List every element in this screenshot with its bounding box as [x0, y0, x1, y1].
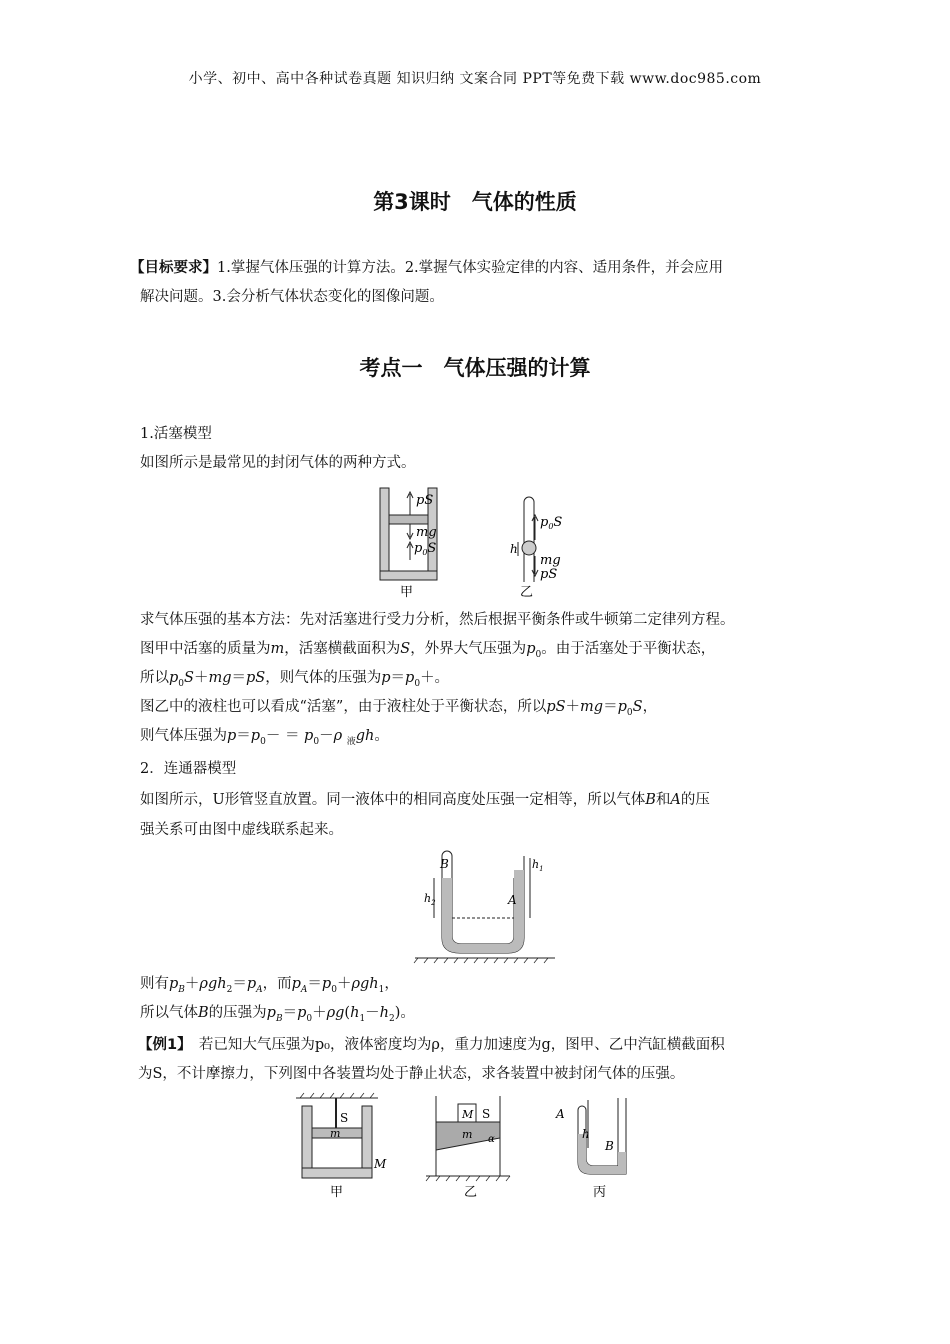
- svg-text:m: m: [462, 1128, 473, 1141]
- section-title: 考点一 气体压强的计算: [359, 356, 591, 380]
- example-line1: 若已知大气压强为p₀，液体密度均为ρ，重力加速度为g，图甲、乙中汽缸横截面积: [198, 1037, 725, 1053]
- svg-text:h2: $h_2$: [424, 892, 436, 907]
- piston-p4: 图乙中的液柱也可以看成“活塞”，由于液柱处于平衡状态，所以$pS+mg=p_0S$，: [140, 699, 658, 718]
- svg-text:h: h: [582, 1127, 590, 1141]
- example-fig-bing: 丙: [593, 1185, 607, 1200]
- example-fig-jia: 甲: [330, 1185, 344, 1200]
- svg-text:S: S: [340, 1111, 349, 1125]
- fig-label-jia: 甲: [400, 585, 414, 600]
- svg-text:A: A: [508, 893, 517, 907]
- svg-text:m: m: [330, 1127, 341, 1140]
- example-line2: 为S，不计摩擦力，下列图中各装置均处于静止状态，求各装置中被封闭气体的压强。: [138, 1066, 685, 1082]
- lesson-title: 第3课时 气体的性质: [373, 190, 577, 214]
- svg-text:B: B: [440, 857, 449, 871]
- piston-p3: 所以$p_0S+mg=pS$，则气体的压强为$p=p_0+$。: [140, 670, 450, 689]
- svg-text:M: M: [462, 1108, 474, 1121]
- example-label: 【例1】: [138, 1037, 185, 1053]
- svg-text:p0S: $p_0S$: [414, 541, 437, 557]
- goals-label: 【目标要求】: [130, 260, 217, 276]
- example-fig-yi: 乙: [464, 1185, 478, 1200]
- goals-line1: 1.掌握气体压强的计算方法。2.掌握气体实验定律的内容、适用条件，并会应用: [217, 260, 724, 276]
- svg-text:M: M: [374, 1157, 387, 1171]
- fig-label-yi: 乙: [520, 585, 534, 600]
- u-tube-figure: [410, 848, 560, 970]
- example-figure: [288, 1092, 648, 1204]
- svg-text:α: α: [488, 1134, 495, 1145]
- svg-text:S: S: [482, 1107, 491, 1121]
- connector-p1: 如图所示，U形管竖直放置。同一液体中的相同高度处压强一定相等，所以气体B和A的压: [140, 792, 710, 808]
- connector-heading: 2．连通器模型: [140, 761, 237, 777]
- connector-r1: 则有$p_B+\rho gh_2=p_A$，而$p_A=p_0+\rho gh_1$，: [140, 976, 399, 995]
- svg-text:pS: pS: [416, 493, 434, 508]
- svg-text:h1: $h_1$: [532, 858, 544, 873]
- goals-block: [130, 254, 830, 312]
- piston-p5: 则气体压强为$p=p_0- = p_0-\rho$ $_液$gh。: [140, 728, 389, 747]
- svg-text:A: A: [556, 1107, 565, 1121]
- connector-r2: 所以气体B的压强为$p_B=p_0+\rho g(h_1-h_2)$。: [140, 1005, 415, 1024]
- connector-p2: 强关系可由图中虚线联系起来。: [140, 822, 343, 838]
- svg-text:mg: mg: [416, 525, 437, 540]
- piston-heading: 1.活塞模型: [140, 426, 212, 442]
- example-1: [138, 1031, 832, 1089]
- svg-text:mg: mg: [540, 553, 561, 568]
- svg-text:B: B: [605, 1139, 614, 1153]
- svg-text:p0S: $p_0S$: [540, 515, 563, 531]
- piston-intro: 如图所示是最常见的封闭气体的两种方式。: [140, 455, 416, 471]
- piston-method: 求气体压强的基本方法：先对活塞进行受力分析，然后根据平衡条件或牛顿第二定律列方程。: [140, 612, 735, 628]
- svg-text:pS: pS: [540, 567, 558, 582]
- svg-text:h: h: [510, 542, 518, 556]
- piston-models-figure: [370, 482, 580, 602]
- piston-p2: 图甲中活塞的质量为m，活塞横截面积为S，外界大气压强为$p_0$。由于活塞处于平衡状态，: [140, 641, 716, 660]
- goals-line2: 解决问题。3.会分析气体状态变化的图像问题。: [140, 289, 444, 305]
- page-header: 小学、初中、高中各种试卷真题 知识归纳 文案合同 PPT等免费下载 www.doc985.com: [188, 71, 762, 87]
